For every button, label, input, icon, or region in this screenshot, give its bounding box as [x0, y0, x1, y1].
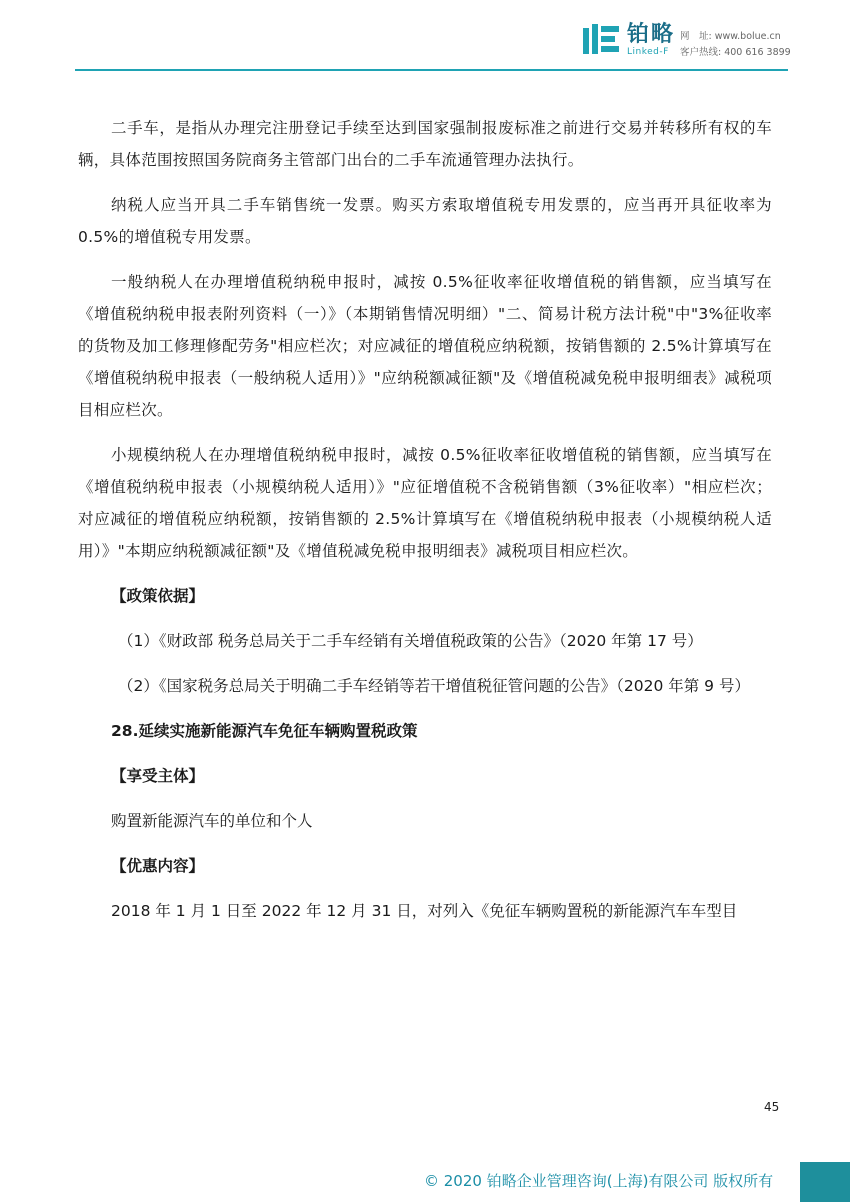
website-text: 网 址: www.bolue.cn	[680, 31, 781, 42]
paragraph-small-taxpayer: 小规模纳税人在办理增值税纳税申报时，减按 0.5%征收率征收增值税的销售额，应当填写在《增值税纳税申报表（小规模纳税人适用）》"应征增值税不含税销售额（3%征收率）"相应栏次；对应减征的增值税应纳税额，按销售额的 2.5%计算填写在《增值税纳税申报表（小规模纳税人适用）》"本期应纳税额减征额"及《增值税减免税申报明细表》减税项目相应栏次。	[78, 446, 772, 560]
benefit-heading: 【优惠内容】	[111, 857, 205, 875]
beneficiary-heading: 【享受主体】	[111, 767, 205, 785]
page-number: 45	[764, 1100, 780, 1114]
logo-mark-icon	[583, 24, 623, 58]
paragraph-invoice: 纳税人应当开具二手车销售统一发票。购买方索取增值税专用发票的，应当再开具征收率为 0.5%的增值税专用发票。	[78, 196, 772, 246]
paragraph-used-car-definition: 二手车，是指从办理完注册登记手续至达到国家强制报废标准之前进行交易并转移所有权的车辆，具体范围按照国务院商务主管部门出台的二手车流通管理办法执行。	[78, 119, 772, 169]
logo-english-name: Linked-F	[627, 47, 669, 57]
policy-reference-1: （1）《财政部 税务总局关于二手车经销有关增值税政策的公告》（2020 年第 17 号）	[118, 632, 703, 650]
policy-reference-2: （2）《国家税务总局关于明确二手车经销等若干增值税征管问题的公告》（2020 年第 9 号）	[118, 677, 750, 695]
benefit-text: 2018 年 1 月 1 日至 2022 年 12 月 31 日，对列入《免征车辆购置税的新能源汽车车型目	[111, 902, 738, 920]
hotline-text: 客户热线: 400 616 3899	[680, 47, 791, 58]
policy-basis-heading: 【政策依据】	[111, 587, 205, 605]
section-title: 28.延续实施新能源汽车免征车辆购置税政策	[111, 722, 418, 740]
page-header	[0, 0, 850, 72]
paragraph-general-taxpayer: 一般纳税人在办理增值税纳税申报时，减按 0.5%征收率征收增值税的销售额，应当填写在《增值税纳税申报表附列资料（一）》（本期销售情况明细）"二、简易计税方法计税"中"3%征收率的货物及加工修理修配劳务"相应栏次；对应减征的增值税应纳税额，按销售额的 2.5%计算填写在《增值税纳税申报表（一般纳税人适用）》"应纳税额减征额"及《增值税减免税申报明细表》减税项目相应栏次。	[78, 273, 772, 419]
contact-info	[680, 29, 791, 61]
header-divider	[75, 69, 788, 71]
company-logo	[583, 24, 675, 60]
logo-chinese-name: 铂略	[627, 22, 676, 47]
beneficiary-text: 购置新能源汽车的单位和个人	[111, 812, 313, 830]
footer-corner-block	[800, 1162, 850, 1202]
copyright-footer: © 2020 铂略企业管理咨询(上海)有限公司 版权所有	[424, 1172, 774, 1190]
document-body	[78, 112, 772, 940]
